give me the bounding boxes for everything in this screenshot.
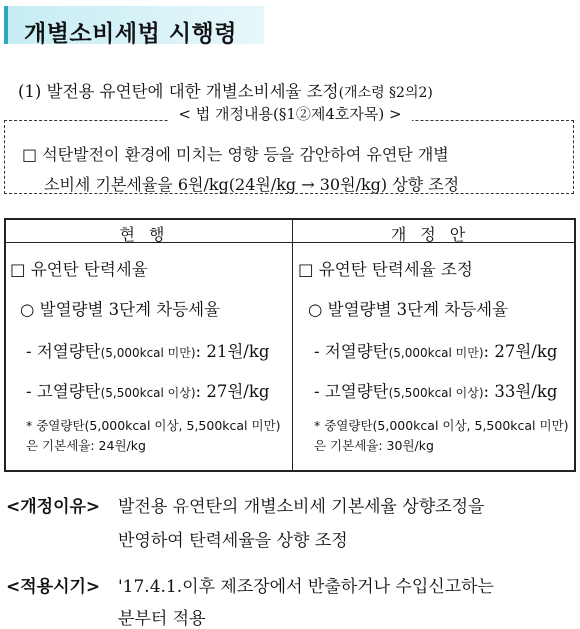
proposal-low-condition: (5,000kcal 미만) — [388, 346, 484, 360]
proposal-column-header: 개정안 — [390, 225, 480, 244]
title-bar — [4, 6, 264, 47]
proposal-high-calorie-rate — [314, 378, 557, 402]
current-low-calorie-rate — [26, 338, 269, 362]
law-box-content — [22, 140, 562, 200]
proposal-low-label: - 저열량탄 — [314, 342, 389, 361]
effective-line-1: '17.4.1.이후 제조장에서 반출하거나 수입신고하는 — [118, 577, 494, 597]
current-note: * 중열량탄(5,000kcal 이상, 5,500kcal 미만)은 기본세율: 24원/kg — [26, 418, 281, 453]
comparison-table — [4, 218, 576, 472]
section-heading — [18, 78, 433, 102]
section-reference: (개소령 §2의2) — [338, 85, 433, 101]
current-high-label: - 고열량탄 — [26, 382, 101, 401]
effective-tag: <적용시기> — [6, 577, 101, 597]
section-number: (1) — [18, 82, 42, 101]
reason-row — [6, 492, 100, 517]
proposal-high-label: - 고열량탄 — [314, 382, 389, 401]
current-item: □ 유연탄 탄력세율 — [10, 260, 148, 279]
current-low-value: : 21원/kg — [195, 342, 270, 361]
reason-line-1: 발전용 유연탄의 개별소비세 기본세율 상향조정을 — [118, 497, 485, 517]
reason-tag: <개정이유> — [6, 497, 101, 517]
effective-line-2: 분부터 적용 — [118, 609, 206, 629]
current-column-header: 현행 — [119, 225, 179, 244]
current-low-label: - 저열량탄 — [26, 342, 101, 361]
effective-row — [6, 572, 100, 597]
proposal-item: □ 유연탄 탄력세율 조정 — [298, 260, 473, 279]
current-subitem: ○ 발열량별 3단계 차등세율 — [20, 300, 221, 319]
law-box-line-2: 소비세 기본세율을 6원/kg(24원/kg → 30원/kg) 상향 조정 — [44, 175, 460, 194]
current-low-condition: (5,000kcal 미만) — [100, 346, 196, 360]
column-divider — [292, 220, 293, 470]
section-title: 발전용 유연탄에 대한 개별소비세율 조정 — [46, 82, 339, 101]
proposal-note: * 중열량탄(5,000kcal 이상, 5,500kcal 미만)은 기본세율: 30원/kg — [314, 418, 569, 453]
law-box-caption: < 법 개정내용(§1②제4호자목) > — [168, 105, 411, 123]
proposal-low-value: : 27원/kg — [483, 342, 558, 361]
current-high-calorie-rate — [26, 378, 269, 402]
current-high-value: : 27원/kg — [195, 382, 270, 401]
proposal-subitem: ○ 발열량별 3단계 차등세율 — [308, 300, 509, 319]
law-box-line-1: □ 석탄발전이 환경에 미치는 영향 등을 감안하여 유연탄 개별 — [22, 145, 449, 164]
reason-line-2: 반영하여 탄력세율을 상향 조정 — [118, 531, 348, 551]
page-title: 개별소비세법 시행령 — [24, 21, 237, 47]
proposal-low-calorie-rate — [314, 338, 557, 362]
current-high-condition: (5,500kcal 이상) — [100, 386, 196, 400]
proposal-high-condition: (5,500kcal 이상) — [388, 386, 484, 400]
law-box-caption-wrap — [0, 103, 580, 124]
proposal-high-value: : 33원/kg — [483, 382, 558, 401]
